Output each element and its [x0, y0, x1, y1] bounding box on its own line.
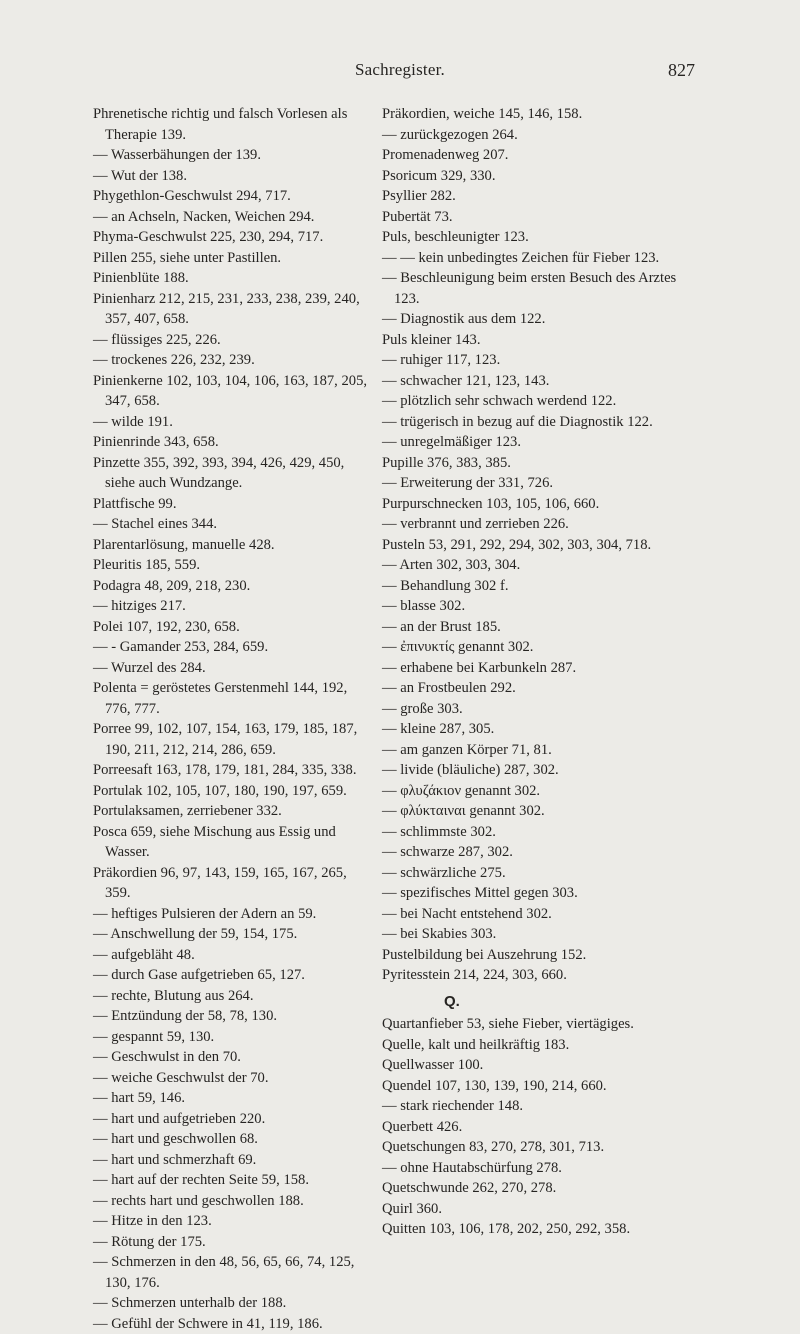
index-entry: — ἐπινυκτίς genannt 302. [382, 637, 697, 658]
index-entry: Pupille 376, 383, 385. [382, 453, 697, 474]
index-entry: — an Frostbeulen 292. [382, 678, 697, 699]
index-entry: — aufgebläht 48. [93, 945, 371, 966]
index-entry: Quirl 360. [382, 1199, 697, 1220]
index-entry: — an der Brust 185. [382, 617, 697, 638]
index-entry: Quelle, kalt und heilkräftig 183. [382, 1035, 697, 1056]
index-entry: — Schmerzen unterhalb der 188. [93, 1293, 371, 1314]
running-title: Sachregister. [0, 60, 800, 80]
index-entry: — φλύκταιναι genannt 302. [382, 801, 697, 822]
index-entry: — Arten 302, 303, 304. [382, 555, 697, 576]
index-entry: — kleine 287, 305. [382, 719, 697, 740]
index-entry: Quitten 103, 106, 178, 202, 250, 292, 358. [382, 1219, 697, 1240]
index-entry: — Schmerzen in den 48, 56, 65, 66, 74, 125, 130, 176. [93, 1252, 371, 1293]
index-entry: Pusteln 53, 291, 292, 294, 302, 303, 304, 718. [382, 535, 697, 556]
index-entry: — Geschwulst in den 70. [93, 1047, 371, 1068]
index-entry: Quellwasser 100. [382, 1055, 697, 1076]
index-entry: — Diagnostik aus dem 122. [382, 309, 697, 330]
index-entry: — schwärzliche 275. [382, 863, 697, 884]
index-entry: — stark riechender 148. [382, 1096, 697, 1117]
index-entry: — Erweiterung der 331, 726. [382, 473, 697, 494]
index-entry: — spezifisches Mittel gegen 303. [382, 883, 697, 904]
index-entry: — Wut der 138. [93, 166, 371, 187]
index-entry: — am ganzen Körper 71, 81. [382, 740, 697, 761]
index-entry: — Beschleunigung beim ersten Besuch des Arztes 123. [382, 268, 697, 309]
page-number: 827 [668, 60, 695, 81]
index-entry: — schwacher 121, 123, 143. [382, 371, 697, 392]
index-entry: — Behandlung 302 f. [382, 576, 697, 597]
index-entries-q [382, 1014, 697, 1240]
index-column-left [93, 104, 371, 1334]
index-entry: — blasse 302. [382, 596, 697, 617]
index-entry: — große 303. [382, 699, 697, 720]
index-entry: Präkordien 96, 97, 143, 159, 165, 167, 265, 359. [93, 863, 371, 904]
index-entry: Pinienharz 212, 215, 231, 233, 238, 239, 240, 357, 407, 658. [93, 289, 371, 330]
index-entry: — bei Nacht entstehend 302. [382, 904, 697, 925]
index-entry: Puls, beschleunigter 123. [382, 227, 697, 248]
index-entry: — schlimmste 302. [382, 822, 697, 843]
index-entry: — erhabene bei Karbunkeln 287. [382, 658, 697, 679]
index-entry: — verbrannt und zerrieben 226. [382, 514, 697, 535]
index-entry: — Entzündung der 58, 78, 130. [93, 1006, 371, 1027]
index-entry: — zurückgezogen 264. [382, 125, 697, 146]
index-entry: — Wurzel des 284. [93, 658, 371, 679]
index-entry: — Stachel eines 344. [93, 514, 371, 535]
index-entry: Portulaksamen, zerriebener 332. [93, 801, 371, 822]
index-entry: — ruhiger 117, 123. [382, 350, 697, 371]
index-entry: Plarentarlösung, manuelle 428. [93, 535, 371, 556]
index-entry: — φλυζάκιον genannt 302. [382, 781, 697, 802]
index-entry: — Hitze in den 123. [93, 1211, 371, 1232]
index-entry: — rechts hart und geschwollen 188. [93, 1191, 371, 1212]
index-entry: Phygethlon-Geschwulst 294, 717. [93, 186, 371, 207]
index-entry: Porreesaft 163, 178, 179, 181, 284, 335, 338. [93, 760, 371, 781]
index-entry: Pinienkerne 102, 103, 104, 106, 163, 187, 205, 347, 658. [93, 371, 371, 412]
index-entry: — Rötung der 175. [93, 1232, 371, 1253]
index-entry: Pubertät 73. [382, 207, 697, 228]
index-entry: — wilde 191. [93, 412, 371, 433]
index-entry: — weiche Geschwulst der 70. [93, 1068, 371, 1089]
index-entry: — Gefühl der Schwere in 41, 119, 186. [93, 1314, 371, 1334]
index-entry: Plattfische 99. [93, 494, 371, 515]
index-entry: Promenadenweg 207. [382, 145, 697, 166]
index-entry: Polenta = geröstetes Gerstenmehl 144, 192, 776, 777. [93, 678, 371, 719]
index-entry: — bei Skabies 303. [382, 924, 697, 945]
index-entry: Querbett 426. [382, 1117, 697, 1138]
index-entry: — plötzlich sehr schwach werdend 122. [382, 391, 697, 412]
index-entry: — hart und aufgetrieben 220. [93, 1109, 371, 1130]
index-entry: — trockenes 226, 232, 239. [93, 350, 371, 371]
index-entry: — - Gamander 253, 284, 659. [93, 637, 371, 658]
index-entry: — rechte, Blutung aus 264. [93, 986, 371, 1007]
index-entry: Pyritesstein 214, 224, 303, 660. [382, 965, 697, 986]
index-entry: Purpurschnecken 103, 105, 106, 660. [382, 494, 697, 515]
index-entry: Puls kleiner 143. [382, 330, 697, 351]
index-entry: — hitziges 217. [93, 596, 371, 617]
index-entry: — hart und geschwollen 68. [93, 1129, 371, 1150]
index-entry: — Wasserbähungen der 139. [93, 145, 371, 166]
page-header [0, 60, 800, 90]
index-entry: Quartanfieber 53, siehe Fieber, viertägiges. [382, 1014, 697, 1035]
index-column-right [382, 104, 697, 1240]
index-entry: Posca 659, siehe Mischung aus Essig und Wasser. [93, 822, 371, 863]
index-entry: — unregelmäßiger 123. [382, 432, 697, 453]
index-entry: Phrenetische richtig und falsch Vorlesen als Therapie 139. [93, 104, 371, 145]
index-entry: Polei 107, 192, 230, 658. [93, 617, 371, 638]
index-entry: Porree 99, 102, 107, 154, 163, 179, 185, 187, 190, 211, 212, 214, 286, 659. [93, 719, 371, 760]
index-entries-p [382, 104, 697, 986]
index-entry: Phyma-Geschwulst 225, 230, 294, 717. [93, 227, 371, 248]
index-entry: Präkordien, weiche 145, 146, 158. [382, 104, 697, 125]
index-entry: — — kein unbedingtes Zeichen für Fieber 123. [382, 248, 697, 269]
index-entry: — ohne Hautabschürfung 278. [382, 1158, 697, 1179]
index-entry: — schwarze 287, 302. [382, 842, 697, 863]
index-entry: Psoricum 329, 330. [382, 166, 697, 187]
index-entry: — durch Gase aufgetrieben 65, 127. [93, 965, 371, 986]
index-entry: — trügerisch in bezug auf die Diagnostik 122. [382, 412, 697, 433]
index-entry: — hart auf der rechten Seite 59, 158. [93, 1170, 371, 1191]
index-entry: Pustelbildung bei Auszehrung 152. [382, 945, 697, 966]
index-entry: — heftiges Pulsieren der Adern an 59. [93, 904, 371, 925]
index-entry: — an Achseln, Nacken, Weichen 294. [93, 207, 371, 228]
index-entry: Pinzette 355, 392, 393, 394, 426, 429, 450, siehe auch Wundzange. [93, 453, 371, 494]
index-entry: Pinienblüte 188. [93, 268, 371, 289]
index-entry: Pinienrinde 343, 658. [93, 432, 371, 453]
index-entry: Pleuritis 185, 559. [93, 555, 371, 576]
index-entry: Pillen 255, siehe unter Pastillen. [93, 248, 371, 269]
index-entry: Portulak 102, 105, 107, 180, 190, 197, 659. [93, 781, 371, 802]
index-entry: Quetschwunde 262, 270, 278. [382, 1178, 697, 1199]
index-entry: — hart und schmerzhaft 69. [93, 1150, 371, 1171]
index-entry: — livide (bläuliche) 287, 302. [382, 760, 697, 781]
index-entry: — hart 59, 146. [93, 1088, 371, 1109]
index-entry: — Anschwellung der 59, 154, 175. [93, 924, 371, 945]
index-entry: — flüssiges 225, 226. [93, 330, 371, 351]
index-entry: Quendel 107, 130, 139, 190, 214, 660. [382, 1076, 697, 1097]
index-entry: Quetschungen 83, 270, 278, 301, 713. [382, 1137, 697, 1158]
section-letter-q: Q. [382, 992, 697, 1013]
index-entry: Podagra 48, 209, 218, 230. [93, 576, 371, 597]
index-entry: — gespannt 59, 130. [93, 1027, 371, 1048]
index-entry: Psyllier 282. [382, 186, 697, 207]
